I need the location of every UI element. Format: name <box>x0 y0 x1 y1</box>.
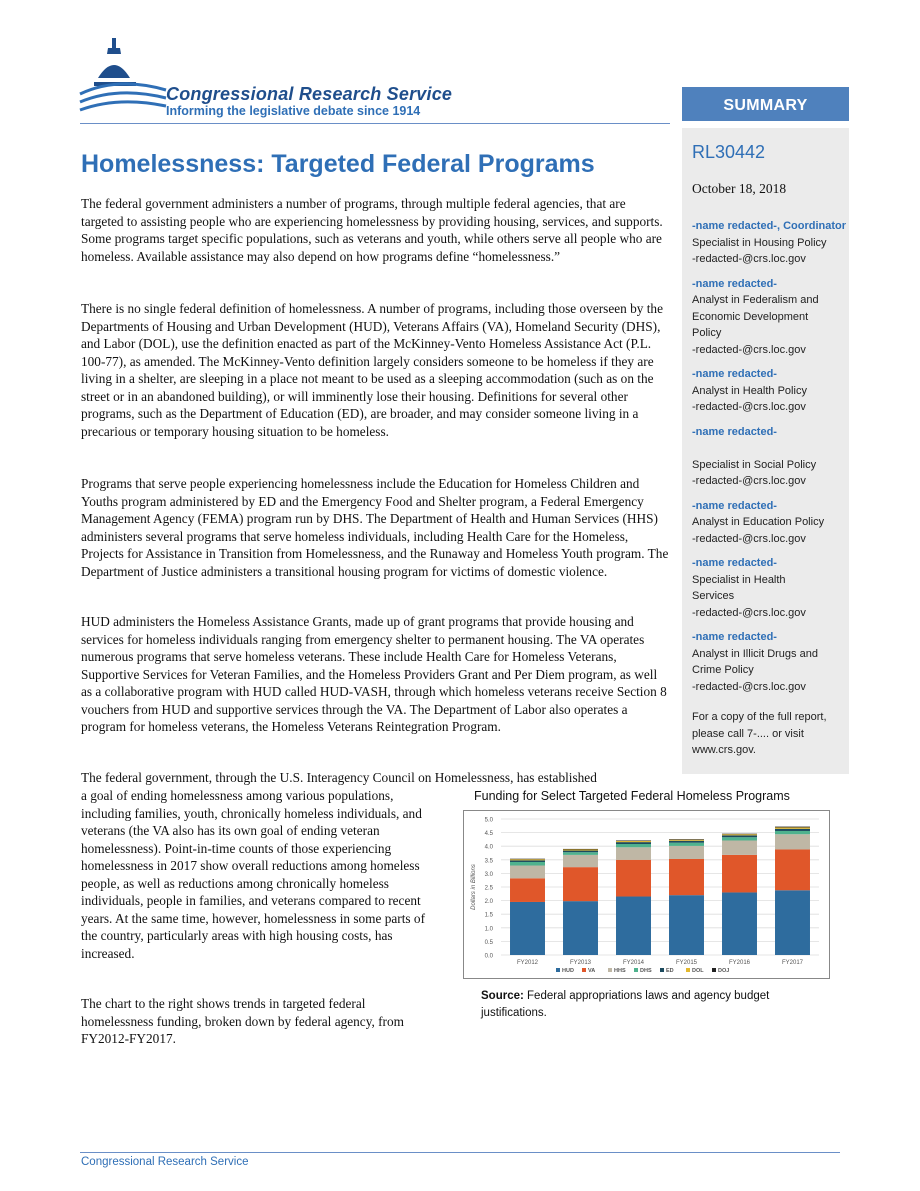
footer-text: Congressional Research Service <box>81 1156 249 1168</box>
legend-swatch <box>660 968 664 972</box>
bar-segment-hud <box>616 897 651 955</box>
author-title: Analyst in Federalism and <box>692 294 819 306</box>
bar-segment-va <box>510 878 545 902</box>
legend-label: DHS <box>640 968 652 974</box>
bar-segment-ed <box>669 841 704 843</box>
bar-segment-va <box>775 849 810 890</box>
org-tagline: Informing the legislative debate since 1914 <box>166 104 421 118</box>
report-date: October 18, 2018 <box>692 181 787 196</box>
author-email: -redacted-@crs.loc.gov <box>692 475 806 487</box>
author-title: Analyst in Illicit Drugs and <box>692 647 818 660</box>
legend-swatch <box>686 968 690 972</box>
author-title: Specialist in Health <box>692 573 786 586</box>
author-email: -redacted-@crs.loc.gov <box>692 253 806 265</box>
bar-segment-va <box>669 859 704 895</box>
author-name: -name redacted- <box>692 277 777 290</box>
bar-segment-hhs <box>775 834 810 849</box>
bar-segment-ed <box>616 842 651 844</box>
author-name: -name redacted- <box>692 499 777 512</box>
bar-segment-dol <box>775 827 810 828</box>
y-axis-label: Dollars in Billions <box>471 864 477 910</box>
author-email: -redacted-@crs.loc.gov <box>692 343 806 356</box>
author-entry <box>692 555 849 621</box>
bar-segment-doj <box>775 827 810 828</box>
bar-segment-ed <box>775 829 810 831</box>
author-title: Policy <box>692 327 722 339</box>
bar-segment-dhs <box>616 844 651 847</box>
y-tick-label: 5.0 <box>484 817 493 824</box>
author-title: Specialist in Social Policy <box>692 458 817 471</box>
legend-label: DOJ <box>718 968 730 974</box>
header-divider <box>80 123 670 124</box>
paragraph-3: Programs that serve people experiencing homelessness include the Education for Homeless Children and Youths program administered by ED and the Emergency Food and Shelter program, a Federal Emergency Management Agency (FEMA) program run by DHS. The Department of Health and Human Services (HHS) administers several programs that serve homeless individuals, including Health Care for the Homeless, Projects for Assistance in Transition from Homelessness, and the Runaway and Homeless Youth program. The Department of Justice administers a transitional housing program for victims of domestic violence. <box>81 476 669 579</box>
bar-segment-hud <box>510 902 545 955</box>
bar-segment-hud <box>775 890 810 955</box>
bar-segment-doj <box>510 859 545 860</box>
bar-segment-dol <box>510 859 545 860</box>
x-tick-label: FY2013 <box>569 960 592 966</box>
author-email: -redacted-@crs.loc.gov <box>692 401 806 413</box>
author-name: -name redacted- <box>692 557 777 569</box>
bar-segment-dhs <box>563 852 598 855</box>
author-entry <box>692 276 849 359</box>
author-email: -redacted-@crs.loc.gov <box>692 606 806 619</box>
author-title <box>692 440 849 457</box>
bar-segment-hhs <box>669 846 704 859</box>
bar-segment-dol <box>563 849 598 850</box>
chart-caption: Funding for Select Targeted Federal Homeless Programs <box>474 789 790 803</box>
paragraph-5: a goal of ending homelessness among various populations, including families, youth, chronically homeless individuals, and veterans (the VA also has its own goal of ending veteran homelessness). Point-in-time counts of those experiencing homelessness in 2017 show overall reductions among homeless people, as well as reductions among chronically homeless individuals, people in families, and veterans compared to recent years. At the same time, however, homelessness in some parts of the country, particularly areas with high housing costs, has increased. <box>81 788 425 961</box>
y-tick-label: 1.0 <box>484 926 493 933</box>
legend-swatch <box>634 968 638 972</box>
x-tick-label: FY2012 <box>516 960 539 966</box>
author-entry <box>692 498 849 548</box>
capitol-dome-icon <box>78 34 168 124</box>
author-title: Analyst in Education Policy <box>692 516 825 528</box>
copy-note: For a copy of the full report, please call 7-.... or visit www.crs.gov. <box>692 711 827 756</box>
author-title: Analyst in Health Policy <box>692 384 807 397</box>
legend-label: DOL <box>692 968 704 974</box>
footer-divider <box>80 1152 840 1153</box>
legend-label: HUD <box>562 968 574 974</box>
bar-segment-hud <box>722 892 757 955</box>
author-entry <box>692 424 849 490</box>
legend-swatch <box>582 968 586 972</box>
bar-segment-hhs <box>563 855 598 867</box>
crs-logo <box>78 34 478 124</box>
bar-segment-dol <box>616 841 651 842</box>
author-name: -name redacted- <box>692 425 777 438</box>
bar-segment-hhs <box>722 840 757 854</box>
source-label: Source: <box>481 990 524 1002</box>
y-tick-label: 4.5 <box>484 831 493 838</box>
bar-segment-doj <box>563 849 598 850</box>
bar-segment-ed <box>510 860 545 862</box>
bar-segment-doj <box>722 834 757 835</box>
author-title: Crime Policy <box>692 664 754 676</box>
bar-segment-dhs <box>722 837 757 840</box>
paragraph-6: The chart to the right shows trends in targeted federal homelessness funding, broken down by federal agency, from FY2012-FY2017. <box>81 996 404 1046</box>
summary-header <box>682 87 849 121</box>
bar-segment-dhs <box>775 831 810 834</box>
bar-segment-doj <box>616 840 651 841</box>
author-name: -name redacted-, Coordinator <box>692 220 847 232</box>
paragraph-5-lead: The federal government, through the U.S. Interagency Council on Homelessness, has established <box>81 770 597 785</box>
author-email: -redacted-@crs.loc.gov <box>692 532 806 545</box>
author-entry <box>692 218 849 268</box>
bar-segment-hud <box>563 901 598 955</box>
x-tick-label: FY2017 <box>781 960 804 966</box>
author-list <box>692 218 849 759</box>
legend-label: HHS <box>614 968 626 974</box>
legend-label: VA <box>588 968 596 974</box>
paragraph-4: HUD administers the Homeless Assistance Grants, made up of grant programs that provide housing and services for homeless individuals ranging from emergency shelter to permanent housing. The VA operates numerous programs that serve homeless veterans. These include Health Care for Homeless Veterans, Supportive Services for Veteran Families, and the Homeless Providers Grant and Per Diem program, as well as a collaborative program with HUD called HUD-VASH, through which homeless veterans receive Section 8 vouchers from HUD and supportive services through the VA. The Department of Labor also operates a program for homeless veterans, the Homeless Veterans Reintegration Program. <box>81 614 667 734</box>
y-tick-label: 3.0 <box>484 871 493 878</box>
bar-segment-ed <box>563 851 598 853</box>
author-entry <box>692 629 849 695</box>
legend-label: ED <box>666 968 674 974</box>
chart-svg <box>464 811 829 978</box>
bar-segment-dol <box>669 840 704 841</box>
legend-swatch <box>608 968 612 972</box>
org-name: Congressional Research Service <box>166 84 453 104</box>
bar-segment-doj <box>669 839 704 840</box>
report-id: RL30442 <box>692 142 766 162</box>
bar-segment-ed <box>722 835 757 837</box>
summary-label: SUMMARY <box>723 97 808 114</box>
bar-segment-hud <box>669 895 704 955</box>
chart-source <box>481 988 831 1022</box>
x-tick-label: FY2014 <box>622 960 645 966</box>
author-entry <box>692 366 849 416</box>
y-tick-label: 1.5 <box>484 912 493 919</box>
bar-segment-va <box>616 860 651 897</box>
page-title: Homelessness: Targeted Federal Programs <box>81 150 595 178</box>
bar-segment-dol <box>722 834 757 835</box>
legend-swatch <box>556 968 560 972</box>
bar-segment-dhs <box>510 862 545 866</box>
legend-swatch <box>712 968 716 972</box>
author-name: -name redacted- <box>692 631 777 643</box>
summary-sidebar <box>682 128 849 774</box>
paragraph-2: There is no single federal definition of homelessness. A number of programs, including those overseen by the Departments of Housing and Urban Development (HUD), Veterans Affairs (VA), Homeland Security (DHS), and Labor (DOL), use the definition enacted as part of the McKinney-Vento Homeless Assistance Act (P.L. 100-77), as amended. The McKinney-Vento definition largely considers someone to be homeless if they are living in a shelter, are sleeping in a place not meant to be used as a sleeping accommodation (such as on the street or in an abandoned building), or will imminently lose their housing. Definitions for several other programs, such as the Department of Education (ED), are broader, and may consider someone living in a precarious or temporary housing situation to be homeless. <box>81 301 663 439</box>
bar-segment-va <box>722 855 757 893</box>
author-title: Services <box>692 590 735 602</box>
y-tick-label: 0.0 <box>484 953 493 960</box>
funding-chart <box>463 810 830 979</box>
author-email: -redacted-@crs.loc.gov <box>692 680 806 693</box>
y-tick-label: 2.5 <box>484 885 493 892</box>
bar-segment-hhs <box>616 847 651 860</box>
bar-segment-dhs <box>669 843 704 846</box>
author-name: -name redacted- <box>692 368 777 380</box>
y-tick-label: 2.0 <box>484 899 493 906</box>
paragraph-1: The federal government administers a number of programs, through multiple federal agencies, that are targeted to assisting people who are experiencing homelessness by providing housing, services, and supports. Some programs target specific populations, such as veterans and youth, while others serve all people who are homeless. Available assistance may also depend on how programs define “homelessness.” <box>81 196 663 264</box>
bar-segment-hhs <box>510 866 545 879</box>
author-title: Specialist in Housing Policy <box>692 236 827 249</box>
bar-segment-va <box>563 867 598 901</box>
x-tick-label: FY2015 <box>675 960 698 966</box>
author-title: Economic Development <box>692 310 809 323</box>
y-tick-label: 4.0 <box>484 844 493 851</box>
y-tick-label: 3.5 <box>484 858 493 865</box>
x-tick-label: FY2016 <box>728 960 751 966</box>
source-text: Federal appropriations laws and agency budget justifications. <box>481 990 770 1019</box>
y-tick-label: 0.5 <box>484 939 493 946</box>
